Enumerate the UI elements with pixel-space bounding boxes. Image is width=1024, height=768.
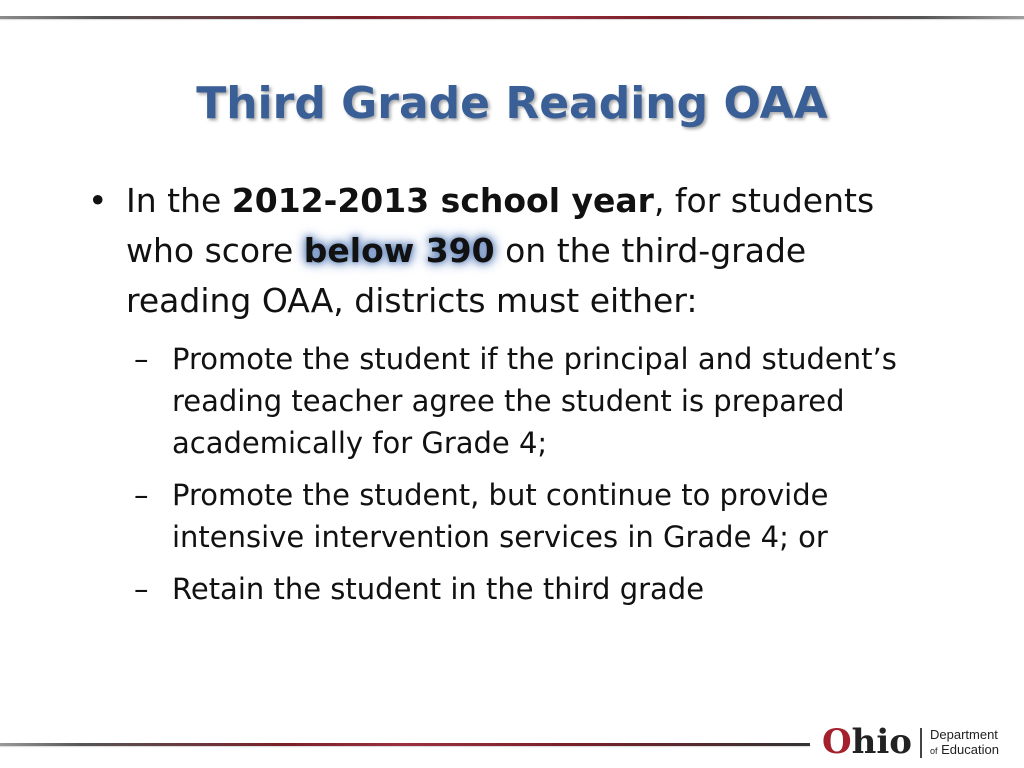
education-text: Education <box>941 742 999 757</box>
bottom-rule <box>0 743 810 746</box>
sub-bullet-promote-intervention <box>134 474 938 558</box>
sub-bullet-retain <box>134 568 938 610</box>
main-bullet <box>88 176 938 326</box>
sub-bullet-text: Promote the student, but continue to provide intensive intervention services in Grade 4; or <box>172 478 829 554</box>
main-bullet-text-1: In the <box>126 181 232 220</box>
main-bullet-text-2: , for students who score <box>126 181 875 270</box>
dash-icon: – <box>134 572 149 606</box>
slide-title: Third Grade Reading OAA <box>196 78 828 129</box>
slide-content <box>88 176 938 620</box>
ohio-education-logo <box>822 722 1018 762</box>
sub-bullet-text: Retain the student in the third grade <box>172 572 705 606</box>
ohio-wordmark <box>822 722 912 762</box>
sub-bullet-promote-agree <box>134 338 938 464</box>
ohio-o-letter: O <box>822 722 852 762</box>
department-label <box>930 727 999 759</box>
bullet-icon: • <box>88 181 108 220</box>
department-line: Department <box>930 727 998 742</box>
top-rule <box>0 16 1024 19</box>
logo-divider <box>920 728 922 758</box>
main-bullet-text-3: on the third-grade reading OAA, districts must either: <box>126 231 807 320</box>
dash-icon: – <box>134 478 149 512</box>
sub-bullet-text: Promote the student if the principal and student’s reading teacher agree the student is prepared academically for Grade 4; <box>172 342 897 460</box>
ohio-rest-letters: hio <box>851 722 912 762</box>
sub-bullet-list <box>88 338 938 610</box>
school-year-text: 2012-2013 school year <box>231 181 654 220</box>
of-text: of <box>930 746 938 756</box>
score-threshold-text: below 390 <box>303 231 495 270</box>
dash-icon: – <box>134 342 149 376</box>
education-line <box>930 742 999 759</box>
